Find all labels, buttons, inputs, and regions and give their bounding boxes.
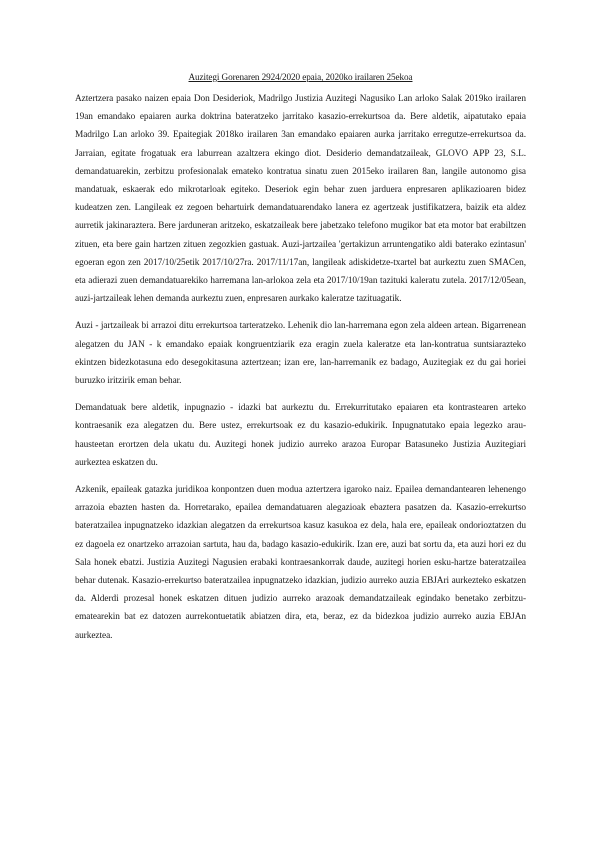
document-page: [75, 70, 526, 654]
paragraph-4: Azkenik, epaileak gatazka juridikoa konpontzen duen modua aztertzera igaroko naiz. Epailea demandantearen lehenengo arrazoia ebazten hasten da. Horretarako, epailea demandatuaren alegazioak ebaztera pasatzen da. Kasazio-errekurtso bateratzailea inpugnatzeko idazkian alegatzen da errekurtsoa kasuz kasukoa ez dela, hala ere, epaileak ondorioztatzen du ez dagoela ez onartzeko arrazoian sartuta, hau da, badago kasazio-edukirik. Izan ere, auzi bat sortu da, eta auzi hori ez du Sala honek ebatzi. Justizia Auzitegi Nagusien erabaki kontraesankorrak daude, auzitegi horien esku-hartze bateratzailea behar dutenak. Kasazio-errekurtso bateratzailea inpugnatzeko idazkian, judizio aurreko auzia EBJAri aurkezteko eskatzen da. Alderdi prozesal honek eskatzen dituen judizio aurreko arazoak demandatzaileak egindako benetako zerbitzu-ematearekin bat ez datozen aurrekontuetatik abiatzen dira, eta, beraz, ez da bidezkoa judizio aurreko auzia EBJAn aurkeztea.: [75, 485, 526, 641]
document-title: Auzitegi Gorenaren 2924/2020 epaia, 2020ko irailaren 25ekoa: [188, 72, 413, 82]
paragraph-3: Demandatuak bere aldetik, inpugnazio - idazki bat aurkeztu du. Errekurritutako epaiaren eta kontrastearen arteko kontraesanik eza alegatzen du. Bere ustez, errekurtsoak ez du kasazio-edukirik. Inpugnatutako epaia legezko arau-hausteetan erortzen dela ukatu du. Auzitegi honek judizio aurreko arazoa Europar Batasuneko Justizia Auzitegiari aurkeztea eskatzen du.: [75, 403, 526, 468]
paragraph-1: Aztertzera pasako naizen epaia Don Desideriok, Madrilgo Justizia Auzitegi Nagusiko Lan arloko Salak 2019ko irailaren 19an emandako epaiaren aurka doktrina bateratzeko jarritako kasazio-errekurtsoa da. Bere aldetik, aipatutako epaia Madrilgo Lan arloko 39. Epaitegiak 2018ko irailaren 3an emandako epaiaren aurka jarritako erregutze-errekurtsoa da. Jarraian, egitate frogatuak era laburrean azaltzera ekingo diot. Desiderio demandatzaileak, GLOVO APP 23, S.L. demandatuarekin, zerbitzu profesionalak emateko kontratua sinatu zuen 2015eko irailaren 8an, langile autonomo gisa mandatuak, eskaerak edo mikrotarloak egiteko. Deseriok egin behar zuen jarduera enpresaren aplikazioaren bidez kudeatzen zen. Langileak ez zegoen behartuirk demandatuarendako lanera ez agertzeak justifikatzera, baizik eta aldez aurretik jakinaraztera. Bere jarduneran aritzeko, eskatzaileak bere jabetzako telefono mugikor bat eta motor bat erabiltzen zituen, eta bere gain hartzen zituen zegozkien gastuak. Auzi-jartzailea 'gertakizun arruntengatiko aldi baterako ezintasun' egoeran egon zen 2017/10/25etik 2017/10/27ra. 2017/11/17an, langileak adiskidetze-txartel bat aurkeztu zuen SMACen, eta adierazi zuen demandatuarekiko harremana lan-arlokoa zela eta 2017/10/19an tazituki kaleratu zutela. 2017/12/05ean, auzi-jartzaileak lehen demanda aurkeztu zuen, enpresaren aurkako kaleratze tazituagatik.: [75, 94, 526, 305]
paragraph-2: Auzi - jartzaileak bi arrazoi ditu errekurtsoa tarteratzeko. Lehenik dio lan-harremana egon zela aldeen artean. Bigarrenean alegatzen du JAN - k emandako epaiak kongruentziarik eza eragin zuela kaleratze eta lan-kontratua suntsiarazteko ekintzen bidezkotasuna edo desegokitasuna aztertzean; izan ere, lan-harremanik ez badago, Auzitegiak ez du gai horiei buruzko iritzirik eman behar.: [75, 321, 526, 387]
